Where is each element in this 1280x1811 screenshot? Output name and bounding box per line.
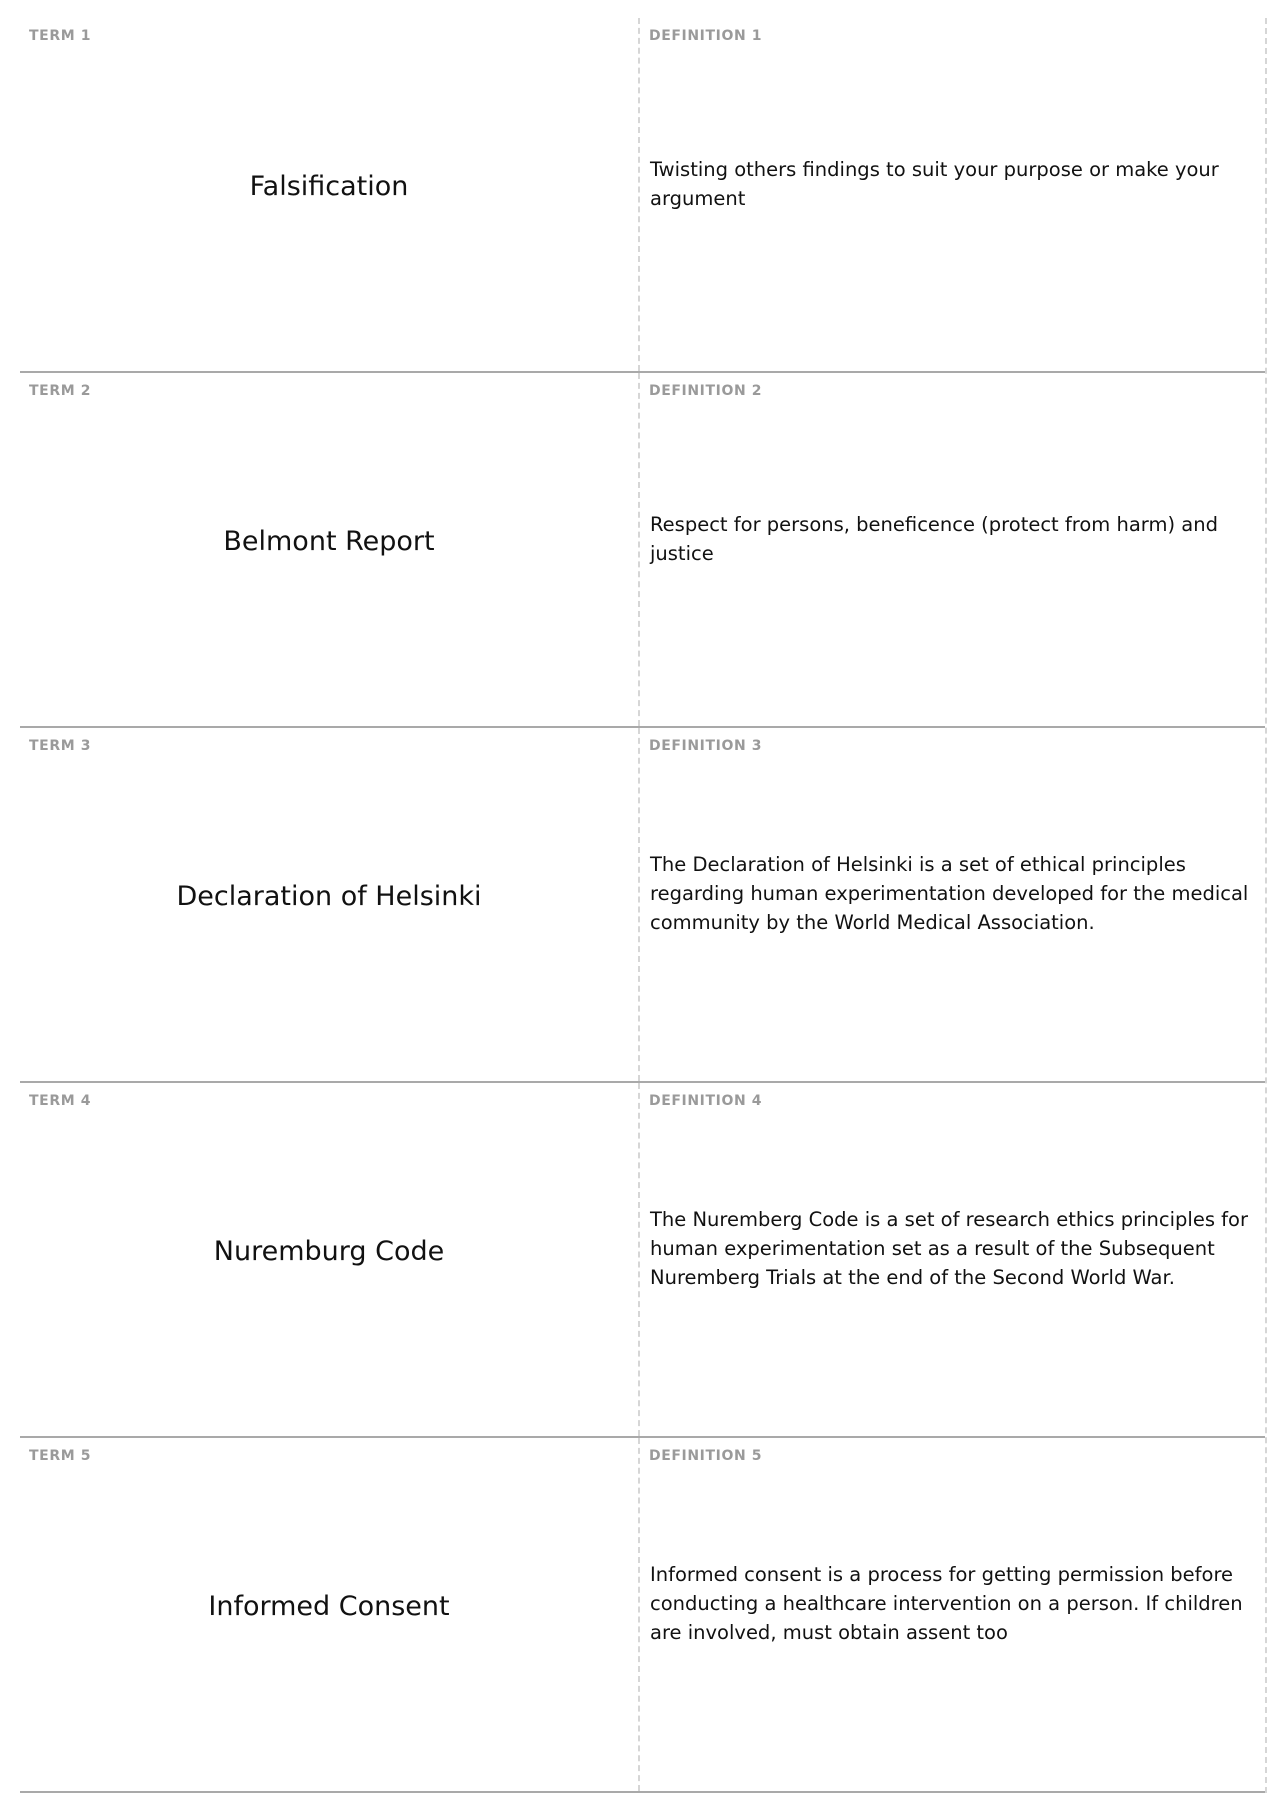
term-text: Belmont Report [223,526,435,557]
definition-text: Informed consent is a process for getting permission before conducting a healthcare intervention on a person. If children are involved, must obtain assent too [650,1563,1243,1644]
term-cell [20,18,640,371]
term-cell [20,1083,640,1436]
term-label: TERM 1 [29,28,92,44]
term-text: Informed Consent [208,1591,450,1622]
term-label: TERM 2 [29,383,92,399]
definition-label: DEFINITION 1 [649,28,763,44]
definition-text: Twisting others findings to suit your purpose or make your argument [650,157,1219,210]
term-text: Nuremburg Code [213,1236,445,1267]
definition-cell [640,728,1265,1081]
definition-cell [640,373,1265,726]
definition-text: The Declaration of Helsinki is a set of ethical principles regarding human experimentation developed for the medical community by the World Medical Association. [650,853,1249,934]
flashcard-row [20,1083,1265,1438]
definition-text: The Nuremberg Code is a set of research ethics principles for human experimentation set as a result of the Subsequent Nuremberg Trials at the end of the Second World War. [650,1208,1248,1289]
term-text: Falsification [249,171,409,202]
definition-text: Respect for persons, beneficence (protect from harm) and justice [650,512,1218,565]
term-label: TERM 3 [29,738,92,754]
definition-cell [640,1438,1265,1791]
term-cell [20,728,640,1081]
term-cell [20,1438,640,1791]
term-cell [20,373,640,726]
definition-cell [640,1083,1265,1436]
definition-label: DEFINITION 3 [649,738,763,754]
term-label: TERM 5 [29,1448,92,1464]
flashcard-row [20,1438,1265,1793]
flashcard-row [20,18,1265,373]
flashcard-row [20,373,1265,728]
term-label: TERM 4 [29,1093,92,1109]
flashcard-row [20,728,1265,1083]
flashcard-sheet [20,18,1267,1793]
definition-label: DEFINITION 2 [649,383,763,399]
term-text: Declaration of Helsinki [176,881,482,912]
definition-cell [640,18,1265,371]
definition-label: DEFINITION 4 [649,1093,763,1109]
definition-label: DEFINITION 5 [649,1448,763,1464]
